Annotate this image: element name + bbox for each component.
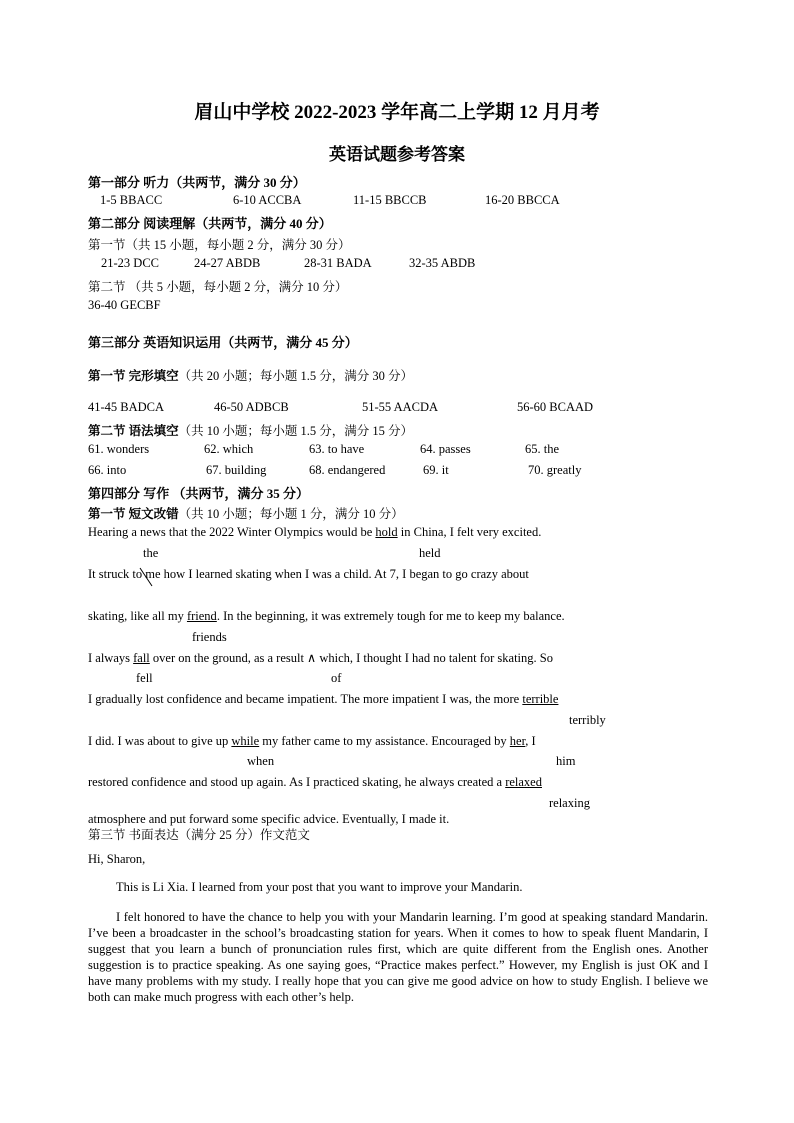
grammar-answer: 61. wonders (88, 442, 150, 456)
part3-answer: 56-60 BCAAD (517, 400, 594, 414)
error-word: terrible (522, 692, 559, 706)
part3-answer: 51-55 AACDA (362, 400, 439, 414)
error-word: her (509, 734, 526, 748)
part2-section2-heading: 第二节 （共 5 小题，每小题 2 分，满分 10 分） (88, 280, 348, 294)
error-word: relaxed (505, 775, 542, 789)
grammar-answer: 62. which (204, 442, 254, 456)
section-title: 第一节 短文改错 (88, 507, 179, 521)
passage-line (88, 650, 553, 666)
part1-answer: 1-5 BBACC (100, 193, 163, 207)
part3-answer: 46-50 ADBCB (214, 400, 289, 414)
error-word: hold (375, 525, 398, 539)
line-text: restored confidence and stood up again. As I practiced skating, he always created a (88, 775, 506, 789)
correction: fell (136, 671, 153, 685)
deletion-mark-icon (137, 566, 155, 588)
grammar-answer: 69. it (423, 463, 449, 477)
part2-answer: 21-23 DCC (101, 256, 159, 270)
passage-line (88, 692, 558, 707)
part3-section1-heading (88, 366, 413, 384)
line-text: I always (88, 651, 134, 665)
error-word: fall (133, 651, 150, 665)
section-note: （共 10 小题；每小题 1 分，满分 10 分） (178, 507, 404, 521)
passage-line (88, 525, 541, 540)
grammar-answer: 63. to have (309, 442, 365, 456)
part3-heading: 第三部分 英语知识运用（共两节，满分 45 分） (88, 335, 358, 350)
line-text: I did. I was about to give up (88, 734, 232, 748)
grammar-answer: 68. endangered (309, 463, 386, 477)
correction: friends (192, 630, 227, 644)
correction: held (419, 546, 441, 560)
line-text: Hearing a news that the 2022 Winter Olympics would be (88, 525, 376, 539)
page-title: 眉山中学校 2022-2023 学年高二上学期 12 月月考 (194, 102, 600, 123)
page-subtitle: 英语试题参考答案 (329, 145, 465, 164)
line-text: It struck to me how I learned skating when I was a child. At 7, I began to go crazy about (88, 567, 529, 581)
line-text: , I (525, 734, 536, 748)
line-text: my father came to my assistance. Encouraged by (259, 734, 510, 748)
line-text: over on the ground, as a result ∧ which, I thought I had no talent for skating. So (149, 651, 553, 665)
part2-section1-heading: 第一节（共 15 小题，每小题 2 分，满分 30 分） (88, 238, 351, 252)
grammar-answer: 66. into (88, 463, 127, 477)
part3-section2-heading (88, 421, 413, 439)
passage-line (88, 734, 536, 749)
section-note: （共 20 小题；每小题 1.5 分，满分 30 分） (178, 369, 414, 383)
letter-greeting: Hi, Sharon, (88, 852, 146, 866)
grammar-answer: 70. greatly (528, 463, 582, 477)
part1-answer: 6-10 ACCBA (233, 193, 302, 207)
part4-section3-heading: 第三节 书面表达（满分 25 分）作文范文 (88, 828, 310, 842)
line-text: . In the beginning, it was extremely tough for me to keep my balance. (216, 609, 565, 623)
part2-section2-answer: 36-40 GECBF (88, 298, 161, 312)
part4-section1-heading (88, 504, 404, 522)
correction: him (556, 754, 576, 768)
correction: terribly (569, 713, 606, 727)
passage-line (88, 609, 565, 624)
part2-answer: 28-31 BADA (304, 256, 372, 270)
correction: of (331, 671, 342, 685)
passage-line (88, 775, 542, 790)
part2-answer: 32-35 ABDB (409, 256, 476, 270)
letter-paragraph: This is Li Xia. I learned from your post that you want to improve your Mandarin. (116, 880, 523, 894)
line-text: I gradually lost confidence and became impatient. The more impatient I was, the more (88, 692, 523, 706)
part1-answer: 11-15 BBCCB (353, 193, 427, 207)
grammar-answer: 67. building (206, 463, 267, 477)
line-text: skating, like all my (88, 609, 187, 623)
section-note: （共 10 小题；每小题 1.5 分，满分 15 分） (178, 424, 414, 438)
correction: when (247, 754, 275, 768)
line-text: atmosphere and put forward some specific advice. Eventually, I made it. (88, 812, 450, 826)
grammar-answer: 64. passes (420, 442, 471, 456)
error-word: while (231, 734, 260, 748)
section-title: 第一节 完形填空 (88, 369, 179, 383)
letter-paragraph: I felt honored to have the chance to help you with your Mandarin learning. I’m good at speaking standard Mandarin. I’ve been a broadcaster in the school’s broadcasting station for years. When it comes to how to speak fluent Mandarin, I suggest that you learn a bunch of pronunciation rules first, which are quite different from the English ones. Another suggestion is to practice speaking. As one saying goes, “Practice makes perfect.” However, my English is just OK and I have many problems with my study. I really hope that you can give me good advice on how to study English. I believe we both can make much progress with each other’s help. (88, 910, 708, 1004)
grammar-answer: 65. the (525, 442, 560, 456)
line-text: in China, I felt very excited. (397, 525, 542, 539)
part1-answer: 16-20 BBCCA (485, 193, 560, 207)
part2-heading: 第二部分 阅读理解（共两节，满分 40 分） (88, 216, 332, 231)
correction: relaxing (549, 796, 590, 810)
correction: the (143, 546, 159, 560)
part3-answer: 41-45 BADCA (88, 400, 165, 414)
part4-heading: 第四部分 写作 （共两节，满分 35 分） (88, 486, 310, 501)
error-word: friend (186, 609, 217, 623)
part1-heading: 第一部分 听力（共两节，满分 30 分） (88, 175, 306, 190)
section-title: 第二节 语法填空 (88, 424, 179, 438)
part2-answer: 24-27 ABDB (194, 256, 261, 270)
